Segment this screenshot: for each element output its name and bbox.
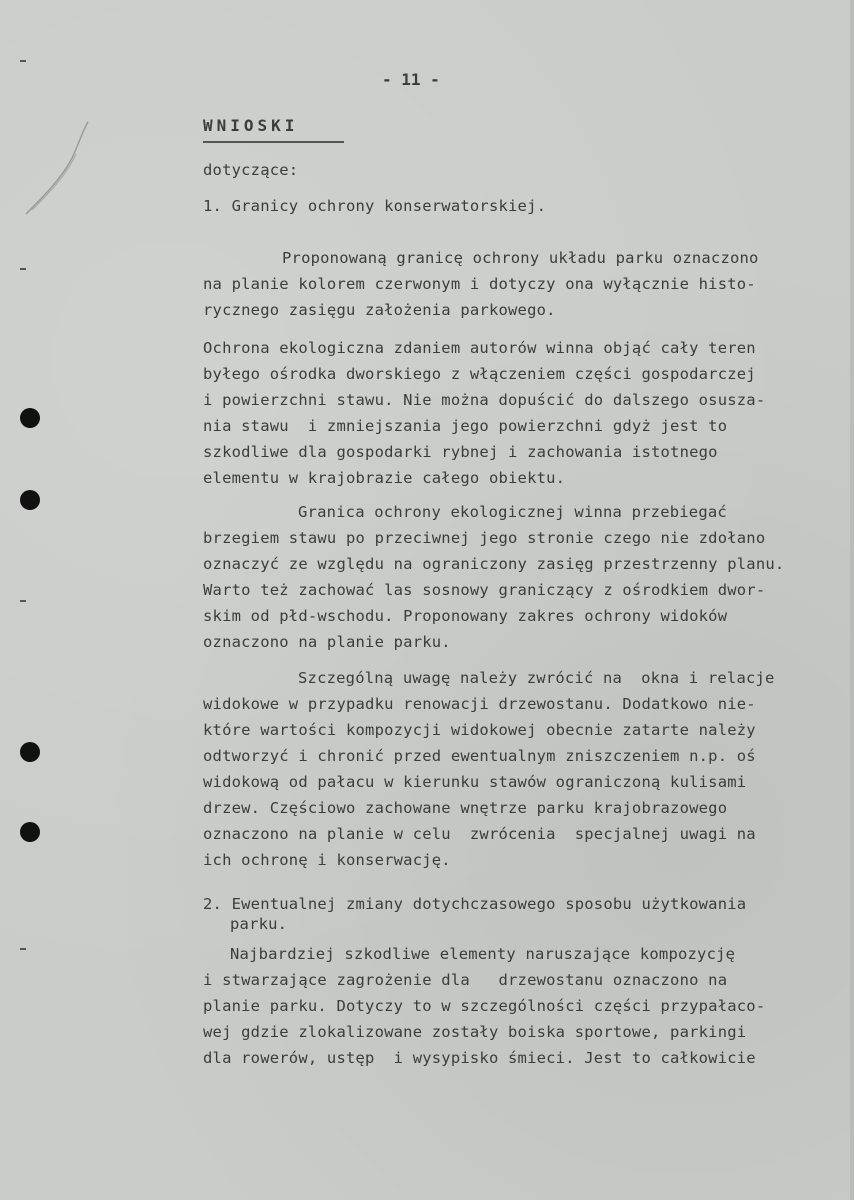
text-line: Proponowaną granicę ochrony układu parku oznaczono [282, 249, 759, 267]
text-line: dla rowerów, ustęp i wysypisko śmieci. Jest to całkowicie [203, 1049, 756, 1067]
margin-tick [20, 268, 26, 270]
text-line: Granica ochrony ekologicznej winna przebiegać [298, 503, 727, 521]
text-line: Warto też zachować las sosnowy graniczący z ośrodkiem dwor- [203, 581, 766, 599]
text-line: oznaczono na planie w celu zwrócenia specjalnej uwagi na [203, 825, 756, 843]
text-line: widokowe w przypadku renowacji drzewostanu. Dodatkowo nie- [203, 695, 756, 713]
text-line: ich ochronę i konserwację. [203, 851, 451, 869]
paper-edge [850, 0, 854, 1200]
section-heading-cont: parku. [230, 915, 288, 933]
text-line: oznaczyć ze względu na ograniczony zasięg przestrzenny planu. [203, 555, 785, 573]
text-line: skim od płd-wschodu. Proponowany zakres ochrony widoków [203, 607, 728, 625]
page-number: - 11 - [382, 70, 440, 89]
text-line: wej gdzie zlokalizowane zostały boiska sportowe, parkingi [203, 1023, 747, 1041]
section-heading: 1. Granicy ochrony konserwatorskiej. [203, 197, 547, 215]
text-line: brzegiem stawu po przeciwnej jego stronie czego nie zdołano [203, 529, 766, 547]
pencil-mark [22, 118, 92, 218]
margin-tick [20, 60, 26, 62]
text-line: rycznego zasięgu założenia parkowego. [203, 301, 556, 319]
text-line: które wartości kompozycji widokowej obecnie zatarte należy [203, 721, 756, 739]
text-line: Szczególną uwagę należy zwrócić na okna i relacje [298, 669, 775, 687]
punch-hole [20, 822, 40, 842]
text-line: dotyczące: [203, 161, 299, 179]
punch-hole [20, 742, 40, 762]
margin-tick [20, 600, 26, 602]
heading-underline [203, 141, 344, 143]
text-line: szkodliwe dla gospodarki rybnej i zachowania istotnego [203, 443, 718, 461]
heading: WNIOSKI [203, 116, 299, 135]
text-line: i powierzchni stawu. Nie można dopuścić do dalszego osusza- [203, 391, 766, 409]
text-line: oznaczono na planie parku. [203, 633, 451, 651]
text-line: nia stawu i zmniejszania jego powierzchni gdyż jest to [203, 417, 728, 435]
text-line: Ochrona ekologiczna zdaniem autorów winna objąć cały teren [203, 339, 756, 357]
text-line: drzew. Częściowo zachowane wnętrze parku krajobrazowego [203, 799, 728, 817]
section-heading: 2. Ewentualnej zmiany dotychczasowego sposobu użytkowania [203, 895, 747, 913]
text-line: planie parku. Dotyczy to w szczególności części przypałaco- [203, 997, 766, 1015]
text-line: elementu w krajobrazie całego obiektu. [203, 469, 566, 487]
text-line: i stwarzające zagrożenie dla drzewostanu oznaczono na [203, 971, 728, 989]
punch-hole [20, 490, 40, 510]
margin-tick [20, 948, 26, 950]
text-line: na planie kolorem czerwonym i dotyczy ona wyłącznie histo- [203, 275, 756, 293]
text-line: odtworzyć i chronić przed ewentualnym zniszczeniem n.p. oś [203, 747, 756, 765]
text-line: Najbardziej szkodliwe elementy naruszające kompozycję [230, 945, 736, 963]
text-line: widokową od pałacu w kierunku stawów ograniczoną kulisami [203, 773, 747, 791]
punch-hole [20, 408, 40, 428]
text-line: byłego ośrodka dworskiego z włączeniem części gospodarczej [203, 365, 756, 383]
